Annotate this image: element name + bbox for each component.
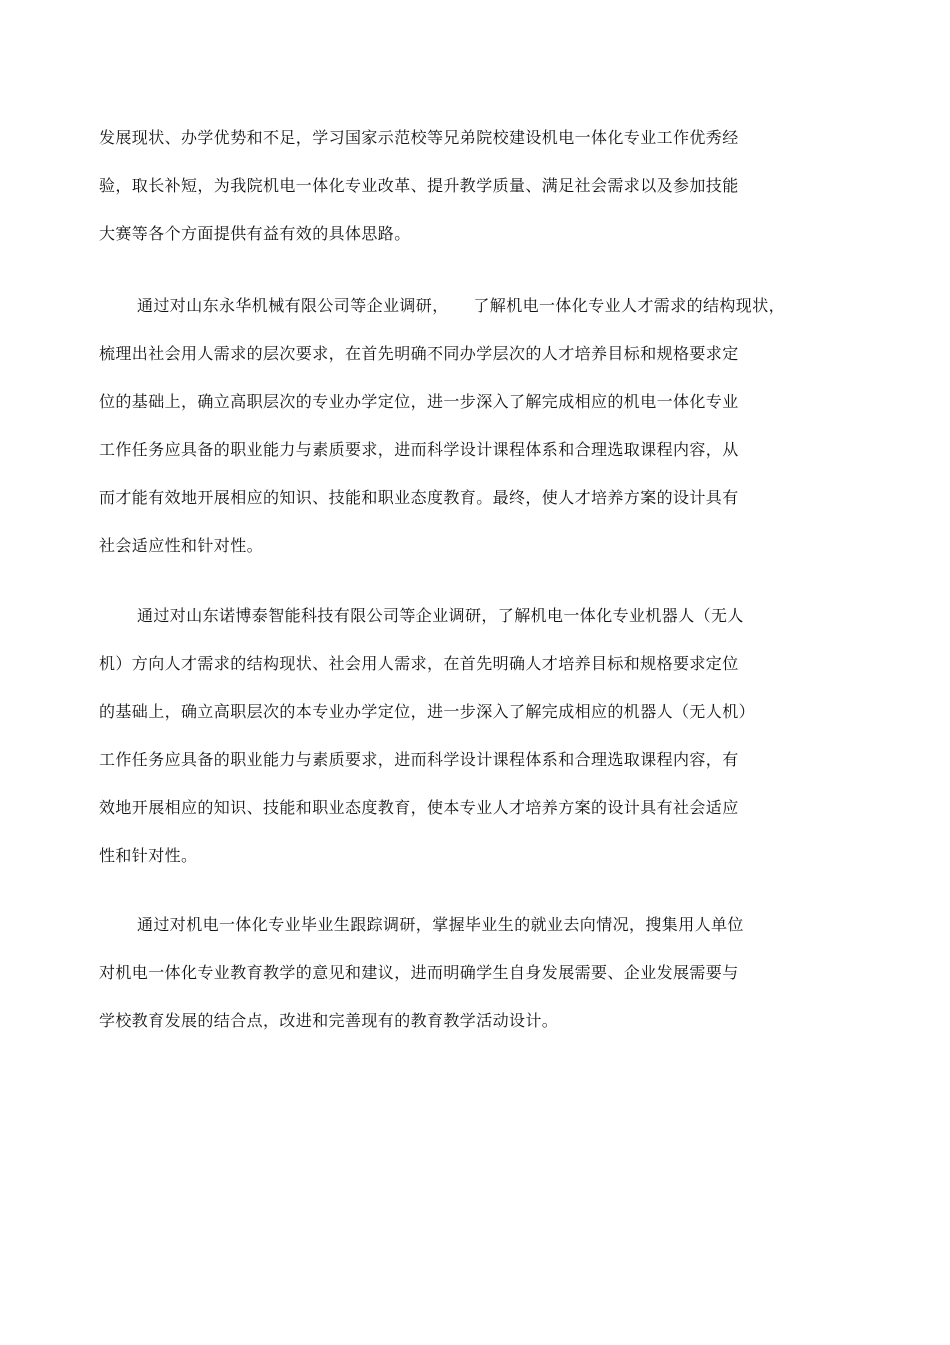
paragraph-2-line-6: 社会适应性和针对性。: [99, 536, 264, 555]
paragraph-3-line-4: 工作任务应具备的职业能力与素质要求，进而科学设计课程体系和合理选取课程内容，有: [99, 750, 739, 769]
paragraph-4-line-2: 对机电一体化专业教育教学的意见和建议，进而明确学生自身发展需要、企业发展需要与: [99, 963, 739, 982]
paragraph-2-line-3: 位的基础上，确立高职层次的专业办学定位，进一步深入了解完成相应的机电一体化专业: [99, 392, 739, 411]
paragraph-3-line-6: 性和针对性。: [99, 846, 198, 865]
paragraph-1-line-3: 大赛等各个方面提供有益有效的具体思路。: [99, 224, 411, 243]
paragraph-2-line-5: 而才能有效地开展相应的知识、技能和职业态度教育。最终，使人才培养方案的设计具有: [99, 488, 739, 507]
paragraph-4-line-3: 学校教育发展的结合点，改进和完善现有的教育教学活动设计。: [99, 1011, 559, 1030]
paragraph-3-line-3: 的基础上，确立高职层次的本专业办学定位，进一步深入了解完成相应的机器人（无人机）: [99, 702, 756, 721]
paragraph-1-line-1: 发展现状、办学优势和不足，学习国家示范校等兄弟院校建设机电一体化专业工作优秀经: [99, 128, 739, 147]
paragraph-2-line-4: 工作任务应具备的职业能力与素质要求，进而科学设计课程体系和合理选取课程内容，从: [99, 440, 739, 459]
paragraph-4-line-1: 通过对机电一体化专业毕业生跟踪调研，掌握毕业生的就业去向情况，搜集用人单位: [137, 915, 744, 934]
paragraph-2-line-2: 梳理出社会用人需求的层次要求，在首先明确不同办学层次的人才培养目标和规格要求定: [99, 344, 739, 363]
paragraph-1-line-2: 验，取长补短，为我院机电一体化专业改革、提升教学质量、满足社会需求以及参加技能: [99, 176, 739, 195]
paragraph-3-line-5: 效地开展相应的知识、技能和职业态度教育，使本专业人才培养方案的设计具有社会适应: [99, 798, 739, 817]
paragraph-3-line-1: 通过对山东诺博泰智能科技有限公司等企业调研，了解机电一体化专业机器人（无人: [137, 606, 744, 625]
paragraph-3-line-2: 机）方向人才需求的结构现状、社会用人需求，在首先明确人才培养目标和规格要求定位: [99, 654, 739, 673]
paragraph-2-line-1: 通过对山东永华机械有限公司等企业调研， 了解机电一体化专业人才需求的结构现状，: [137, 296, 786, 315]
